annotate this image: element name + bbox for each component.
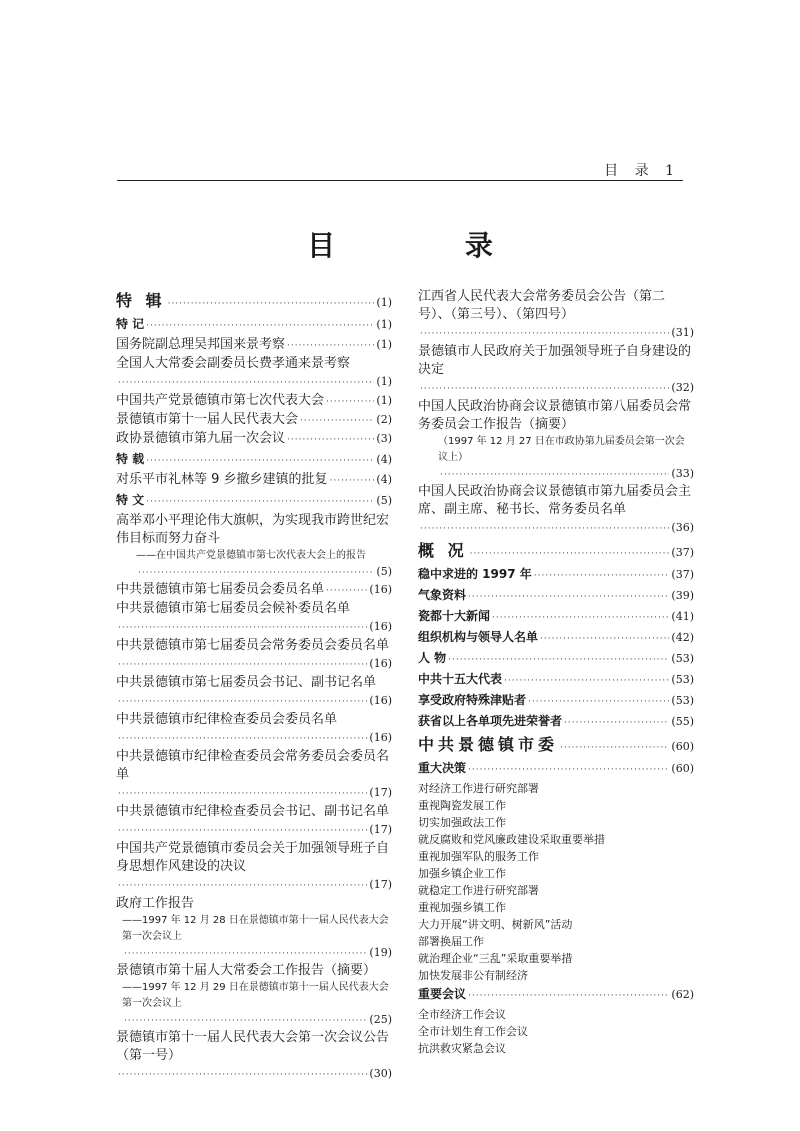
toc-entry-title: 重视陶瓷发展工作	[418, 799, 506, 812]
toc-entry	[418, 1040, 694, 1057]
toc-entry-title: 组织机构与领导人名单	[418, 630, 539, 644]
toc-entry	[116, 1029, 392, 1084]
toc-page-number: (16)	[369, 583, 392, 596]
toc-page-number: (4)	[376, 473, 392, 486]
toc-page-number: (41)	[671, 610, 694, 623]
leader-dots	[118, 374, 374, 392]
running-header	[604, 160, 680, 180]
leader-dots	[468, 761, 669, 779]
leader-dots	[540, 630, 669, 648]
toc-entry-title: 中国共产党景德镇市第七次代表大会	[116, 393, 325, 408]
toc-entry-title: 特 记	[116, 317, 145, 331]
toc-entry	[116, 803, 392, 840]
toc-entry-title: 气象资料	[418, 588, 467, 602]
toc-entry-title: 大力开展“讲文明、树新风”活动	[418, 918, 573, 931]
toc-entry-title: 瓷都十大新闻	[418, 609, 491, 623]
leader-dots	[168, 295, 375, 313]
toc-entry	[116, 748, 392, 803]
leader-dots	[118, 785, 367, 803]
toc-entry-title: 对经济工作进行研究部署	[418, 782, 539, 795]
toc-entry-title: 加快发展非公有制经济	[418, 969, 528, 982]
toc-entry	[418, 1006, 694, 1023]
leader-dots	[118, 822, 367, 840]
leader-dots	[124, 946, 367, 962]
toc-page-number: (60)	[671, 740, 694, 753]
toc-entry	[418, 967, 694, 984]
toc-entry	[418, 950, 694, 967]
toc-page-number: (30)	[369, 1067, 392, 1080]
leader-dots	[326, 393, 374, 411]
toc-entry	[418, 759, 694, 779]
leader-dots	[287, 431, 374, 449]
toc-entry-title: 重视加强乡镇工作	[418, 901, 506, 914]
toc-entry-title: 概 况	[418, 541, 468, 560]
leader-dots	[300, 412, 374, 430]
toc-entry-title: 全国人大常委会副委员长费孝通来景考察	[116, 356, 351, 371]
toc-entry	[418, 865, 694, 882]
toc-entry	[116, 711, 392, 748]
toc-entry-title: ——在中国共产党景德镇市第七次代表大会上的报告	[136, 550, 366, 561]
leader-dots	[534, 567, 670, 585]
toc-page-number: (60)	[671, 762, 694, 775]
toc-entry	[418, 814, 694, 831]
toc-entry-title: 加强乡镇企业工作	[418, 867, 506, 880]
toc-entry	[418, 398, 694, 434]
toc-entry	[418, 848, 694, 865]
leader-dots	[420, 325, 669, 343]
toc-page-number: (4)	[376, 453, 392, 466]
toc-entry-title: ——1997 年 12 月 28 日在景德镇市第十一届人民代表大会第一次会议上	[122, 915, 389, 942]
leader-dots	[118, 693, 367, 711]
toc-page-number: (19)	[369, 946, 392, 959]
toc-entry	[418, 985, 694, 1005]
toc-entry	[418, 899, 694, 916]
toc-entry	[116, 548, 392, 581]
leader-dots	[326, 582, 367, 600]
toc-entry-title: 重要会议	[418, 987, 467, 1001]
leader-dots	[528, 693, 669, 711]
toc-entry	[418, 797, 694, 814]
leader-dots	[468, 987, 669, 1005]
leader-dots	[118, 1066, 367, 1084]
toc-entry-title: 中共景德镇市第七届委员会常务委员会委员名单	[116, 638, 390, 653]
toc-entry-title: 就反腐败和党风廉政建设采取重要举措	[418, 833, 605, 846]
toc-entry-title: 抗洪救灾紧急会议	[418, 1042, 506, 1055]
toc-entry	[418, 736, 694, 757]
leader-dots	[440, 467, 669, 483]
leader-dots	[118, 656, 367, 674]
toc-entry	[418, 1023, 694, 1040]
toc-left-column	[116, 288, 392, 1084]
toc-right-column	[418, 288, 694, 1057]
leader-dots	[504, 672, 669, 690]
toc-page-number: (1)	[376, 338, 392, 351]
toc-entry-title: 中国共产党景德镇市委员会关于加强领导班子自身思想作风建设的决议	[116, 841, 390, 874]
toc-entry-title: 政府工作报告	[116, 896, 195, 911]
leader-dots	[448, 651, 669, 669]
toc-page-number: (1)	[376, 394, 392, 407]
toc-entry-title: 部署换届工作	[418, 935, 484, 948]
toc-entry	[116, 637, 392, 674]
toc-page-number: (53)	[671, 694, 694, 707]
toc-entry-title: 人 物	[418, 651, 447, 665]
toc-entry	[116, 355, 392, 392]
toc-page-number: (39)	[671, 589, 694, 602]
toc-entry	[418, 882, 694, 899]
toc-page-number: (2)	[376, 413, 392, 426]
toc-page-number: (1)	[376, 375, 392, 388]
toc-entry	[116, 600, 392, 637]
page-title: 目 录	[307, 229, 553, 262]
toc-entry	[116, 430, 392, 449]
toc-entry	[418, 712, 694, 732]
toc-entry	[418, 586, 694, 606]
toc-entry-title: 景德镇市第十一届人民代表大会第一次会议公告（第一号）	[116, 1030, 390, 1063]
toc-entry-title: 重视加强军队的服务工作	[418, 850, 539, 863]
toc-page-number: (53)	[671, 652, 694, 665]
leader-dots	[420, 380, 669, 398]
toc-page-number: (31)	[671, 326, 694, 339]
toc-page-number: (16)	[369, 657, 392, 670]
toc-entry	[418, 933, 694, 950]
toc-page-number: (25)	[369, 1013, 392, 1026]
toc-entry-title: 特 载	[116, 452, 145, 466]
toc-entry	[116, 336, 392, 355]
toc-entry	[418, 628, 694, 648]
toc-entry-title: 中共景德镇市第七届委员会候补委员名单	[116, 601, 351, 616]
toc-entry-title: 高举邓小平理论伟大旗帜，为实现我市跨世纪宏伟目标而努力奋斗	[116, 513, 390, 546]
leader-dots	[287, 337, 374, 355]
leader-dots	[492, 609, 669, 627]
toc-entry	[116, 292, 392, 313]
toc-entry-title: （1997 年 12 月 27 日在市政协第九届委员会第一次会议上）	[438, 436, 685, 463]
toc-page-number: (5)	[376, 565, 392, 578]
toc-entry	[418, 483, 694, 538]
toc-entry	[116, 512, 392, 548]
toc-page-number: (33)	[671, 467, 694, 480]
toc-entry-title: 中共景德镇市第七届委员会书记、副书记名单	[116, 675, 377, 690]
toc-entry	[418, 565, 694, 585]
toc-entry	[418, 670, 694, 690]
toc-entry	[116, 392, 392, 411]
toc-entry	[418, 343, 694, 398]
toc-page-number: (53)	[671, 673, 694, 686]
running-header-label: 目 录	[604, 163, 655, 179]
toc-page-number: (5)	[376, 494, 392, 507]
toc-page-number: (62)	[671, 988, 694, 1001]
toc-entry-title: 中共十五大代表	[418, 672, 503, 686]
toc-entry-title: 切实加强政法工作	[418, 816, 506, 829]
leader-dots	[138, 565, 374, 581]
leader-dots	[330, 472, 375, 490]
leader-dots	[420, 520, 669, 538]
toc-entry	[116, 913, 392, 962]
leader-dots	[118, 730, 367, 748]
leader-dots	[560, 739, 669, 757]
leader-dots	[118, 619, 367, 637]
toc-entry-title: 中国人民政治协商会议景德镇市第八届委员会常务委员会工作报告（摘要）	[418, 399, 692, 432]
toc-entry	[418, 691, 694, 711]
toc-entry	[418, 607, 694, 627]
toc-entry-title: 全市经济工作会议	[418, 1008, 506, 1021]
toc-entry-title: 对乐平市礼林等 9 乡撤乡建镇的批复	[116, 472, 328, 487]
toc-entry	[418, 542, 694, 563]
toc-entry-title: 就治理企业“三乱”采取重要举措	[418, 952, 573, 965]
leader-dots	[470, 545, 670, 563]
toc-entry-title: 政协景德镇市第九届一次会议	[116, 431, 286, 446]
toc-page-number: (16)	[369, 620, 392, 633]
toc-entry-title: 中共景德镇市纪律检查委员会常务委员会委员名单	[116, 749, 390, 782]
toc-entry-title: 就稳定工作进行研究部署	[418, 884, 539, 897]
toc-entry	[116, 471, 392, 490]
leader-dots	[146, 452, 374, 470]
toc-entry	[116, 895, 392, 913]
leader-dots	[146, 317, 374, 335]
toc-entry	[418, 831, 694, 848]
toc-page-number: (55)	[671, 715, 694, 728]
leader-dots	[124, 1013, 367, 1029]
leader-dots	[118, 877, 367, 895]
toc-page-number: (17)	[369, 786, 392, 799]
toc-entry-title: ——1997 年 12 月 29 日在景德镇市第十一届人民代表大会第一次会议上	[122, 982, 389, 1009]
toc-page-number: (16)	[369, 731, 392, 744]
toc-entry	[418, 780, 694, 797]
toc-entry-title: 中共景德镇市委	[418, 735, 559, 754]
toc-entry-title: 江西省人民代表大会常务委员会公告（第二号）、（第三号）、（第四号）	[418, 289, 666, 322]
leader-dots	[468, 588, 669, 606]
leader-dots	[564, 714, 669, 732]
toc-entry-title: 中共景德镇市第七届委员会委员名单	[116, 582, 325, 597]
toc-page-number: (1)	[376, 318, 392, 331]
toc-entry-title: 获省以上各单项先进荣誉者	[418, 714, 563, 728]
toc-entry-title: 稳中求进的 1997 年	[418, 567, 532, 581]
toc-page-number: (32)	[671, 381, 694, 394]
toc-page-number: (37)	[671, 546, 694, 559]
toc-page-number: (16)	[369, 694, 392, 707]
toc-entry	[418, 434, 694, 483]
toc-entry-title: 中国人民政治协商会议景德镇市第九届委员会主席、副主席、秘书长、常务委员名单	[418, 484, 692, 517]
toc-page-number: (1)	[376, 296, 392, 309]
toc-entry-title: 特 文	[116, 493, 145, 507]
toc-entry-title: 重大决策	[418, 761, 467, 775]
toc-entry	[418, 916, 694, 933]
toc-entry-title: 特 辑	[116, 291, 166, 310]
toc-entry-title: 中共景德镇市纪律检查委员会书记、副书记名单	[116, 804, 390, 819]
toc-entry-title: 国务院副总理吴邦国来景考察	[116, 337, 286, 352]
running-header-page: 1	[665, 163, 680, 179]
toc-entry	[116, 491, 392, 511]
leader-dots	[146, 493, 374, 511]
toc-page-number: (3)	[376, 432, 392, 445]
toc-page-number: (36)	[671, 521, 694, 534]
toc-page-number: (17)	[369, 878, 392, 891]
toc-entry	[116, 450, 392, 470]
toc-entry	[418, 649, 694, 669]
toc-entry-title: 享受政府特殊津贴者	[418, 693, 527, 707]
toc-entry-title: 中共景德镇市纪律检查委员会委员名单	[116, 712, 338, 727]
toc-entry	[116, 980, 392, 1029]
toc-entry-title: 景德镇市第十一届人民代表大会	[116, 412, 299, 427]
toc-entry-title: 景德镇市人民政府关于加强领导班子自身建设的决定	[418, 344, 692, 377]
toc-page-number: (37)	[671, 568, 694, 581]
toc-page-number: (42)	[671, 631, 694, 644]
toc-page-number: (17)	[369, 823, 392, 836]
header-rule	[117, 180, 683, 181]
toc-entry	[418, 288, 694, 343]
toc-entry-title: 全市计划生育工作会议	[418, 1025, 528, 1038]
toc-entry-title: 景德镇市第十届人大常委会工作报告（摘要）	[116, 963, 377, 978]
toc-entry	[116, 411, 392, 430]
toc-entry	[116, 962, 392, 980]
toc-entry	[116, 581, 392, 600]
toc-entry	[116, 840, 392, 895]
toc-entry	[116, 674, 392, 711]
toc-entry	[116, 315, 392, 335]
